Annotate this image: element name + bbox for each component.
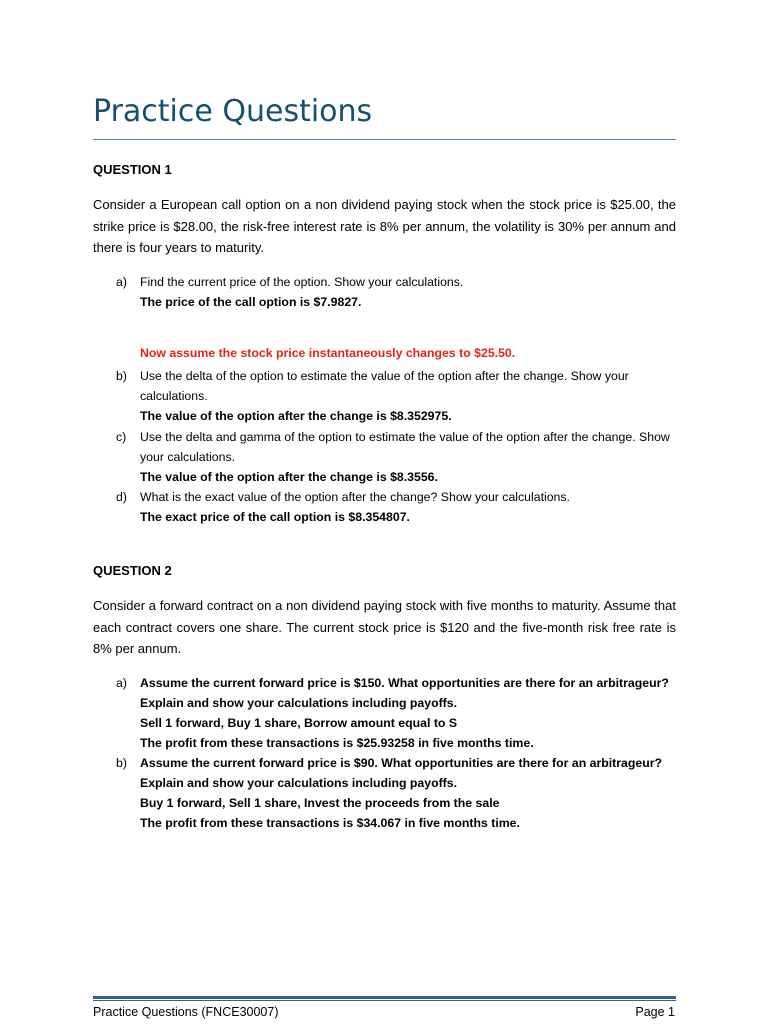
part-question: Use the delta and gamma of the option to estimate the value of the option after the change. Show your calculations. — [140, 430, 670, 464]
part-question: Find the current price of the option. Show your calculations. — [140, 275, 464, 289]
price-change-note: Now assume the stock price instantaneously changes to $25.50. — [140, 346, 516, 360]
title-underline — [93, 139, 676, 140]
part-answer-profit: The profit from these transactions is $34.067 in five months time. — [140, 816, 520, 830]
footer-rule-thin — [93, 1000, 676, 1001]
part-label: b) — [116, 756, 127, 770]
footer-rule — [93, 996, 676, 999]
part-answer-strategy: Buy 1 forward, Sell 1 share, Invest the proceeds from the sale — [140, 796, 500, 810]
part-label: b) — [116, 369, 127, 383]
part-answer-profit: The profit from these transactions is $25.93258 in five months time. — [140, 736, 534, 750]
page-title: Practice Questions — [93, 94, 373, 129]
footer-course-title: Practice Questions (FNCE30007) — [93, 1005, 279, 1019]
part-label: a) — [116, 275, 127, 289]
part-question: Assume the current forward price is $150. What opportunities are there for an arbitrageur? Explain and show your calculations including payoffs. — [140, 676, 669, 710]
question-2-heading: QUESTION 2 — [93, 563, 172, 578]
question-1-heading: QUESTION 1 — [93, 162, 172, 177]
part-answer: The value of the option after the change is $8.3556. — [140, 470, 438, 484]
part-question: Assume the current forward price is $90. What opportunities are there for an arbitrageur? Explain and show your calculations including payoffs. — [140, 756, 663, 790]
part-label: c) — [116, 430, 127, 444]
question-1-intro: Consider a European call option on a non dividend paying stock when the stock price is $25.00, the strike price is $28.00, the risk-free interest rate is 8% per annum, the volatility is 30% per annum and there is four years to maturity. — [93, 197, 676, 255]
part-answer: The value of the option after the change is $8.352975. — [140, 409, 452, 423]
question-2-intro: Consider a forward contract on a non dividend paying stock with five months to maturity. Assume that each contract covers one share. The current stock price is $120 and the five-month risk free rate is 8% per annum. — [93, 598, 676, 656]
part-answer: The exact price of the call option is $8.354807. — [140, 510, 410, 524]
footer-page-number: Page 1 — [635, 1005, 675, 1019]
part-label: a) — [116, 676, 127, 690]
part-label: d) — [116, 490, 127, 504]
part-answer: The price of the call option is $7.9827. — [140, 295, 362, 309]
part-question: What is the exact value of the option after the change? Show your calculations. — [140, 490, 570, 504]
part-question: Use the delta of the option to estimate the value of the option after the change. Show your calculations. — [140, 369, 629, 403]
part-answer-strategy: Sell 1 forward, Buy 1 share, Borrow amount equal to S — [140, 716, 458, 730]
